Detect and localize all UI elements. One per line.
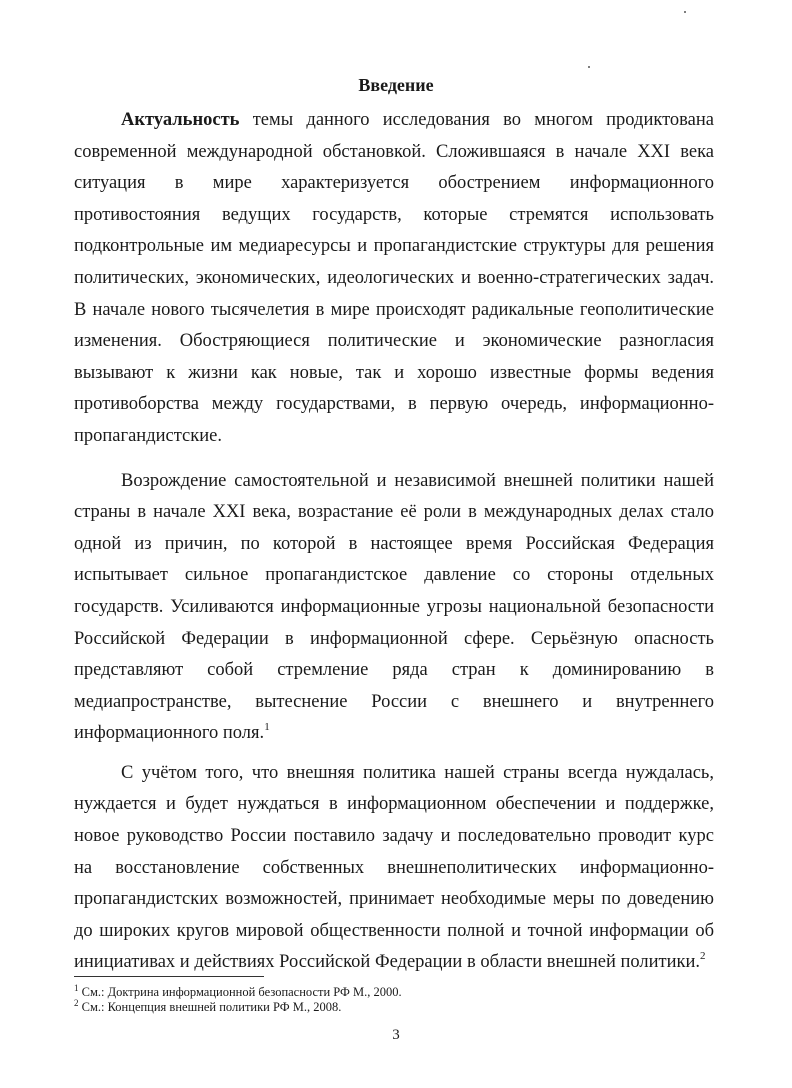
footnote-1-text: См.: Доктрина информационной безопасности РФ М., 2000.	[78, 985, 402, 999]
page-title: Введение	[358, 75, 434, 95]
footnote-separator	[74, 976, 264, 977]
scan-speck	[588, 66, 590, 68]
paragraph-1-lead: Актуальность	[121, 110, 240, 130]
footnote-2-text: См.: Концепция внешней политики РФ М., 2008.	[78, 1000, 342, 1014]
document-body	[74, 105, 714, 987]
footnote-1-mark: 1	[74, 983, 79, 993]
scan-speck	[684, 11, 686, 13]
footnote-2	[74, 1000, 714, 1015]
footnote-ref-1[interactable]: 1	[264, 721, 270, 734]
footnote-1	[74, 985, 714, 1000]
paragraph-2	[74, 466, 714, 750]
footnotes	[74, 985, 714, 1015]
paragraph-1-text: темы данного исследования во многом продиктована современной международной обстановкой. Сложившаяся в начале XXI века ситуация в мире характеризуется обострением информационного противостояния ведущих государств, которые стремятся использовать подконтрольные им медиаресурсы и пропагандистские структуры для решения политических, экономических, идеологических и военно-стратегических задач. В начале нового тысячелетия в мире происходят радикальные геополитические изменения. Обостряющиеся политические и экономические разногласия вызывают к жизни как новые, так и хорошо известные формы ведения противоборства между государствами, в первую очередь, информационно-пропагандистские.	[74, 110, 714, 446]
paragraph-2-text: Возрождение самостоятельной и независимой внешней политики нашей страны в начале XXI века, возрастание её роли в международных делах стало одной из причин, по которой в настоящее время Российская Федерация испытывает сильное пропагандистское давление со стороны отдельных государств. Усиливаются информационные угрозы национальной безопасности Российской Федерации в информационной сфере. Серьёзную опасность представляют собой стремление ряда стран к доминированию в медиапространстве, вытеснение России с внешнего и внутреннего информационного поля.	[74, 470, 714, 744]
page-number: 3	[392, 1027, 400, 1043]
footnote-ref-2[interactable]: 2	[700, 950, 706, 963]
paragraph-1	[74, 105, 714, 453]
paragraph-3-text: С учётом того, что внешняя политика нашей страны всегда нуждалась, нуждается и будет нуждаться в информационном обеспечении и поддержке, новое руководство России поставило задачу и последовательно проводит курс на восстановление собственных внешнеполитических информационно-пропагандистских возможностей, принимает необходимые меры по доведению до широких кругов мировой общественности полной и точной информации об инициативах и действиях Российской Федерации в области внешней политики.	[74, 762, 714, 973]
paragraph-3	[74, 758, 714, 979]
footnote-2-mark: 2	[74, 998, 79, 1008]
